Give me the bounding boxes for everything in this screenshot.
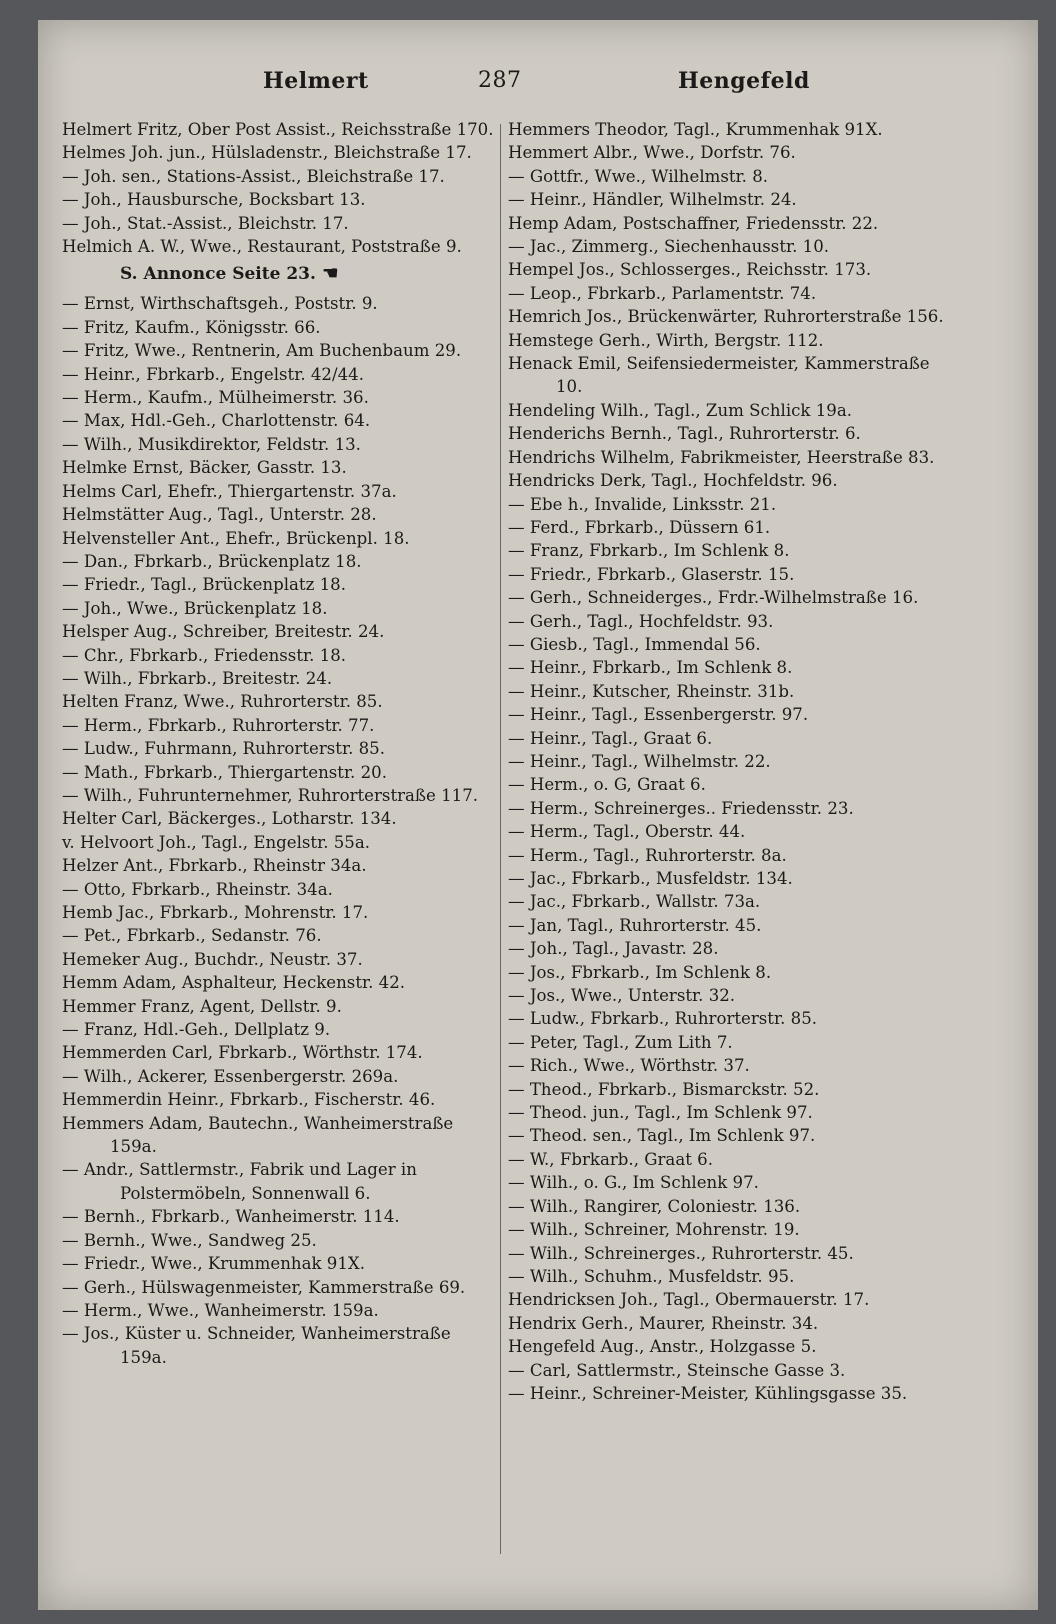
directory-entry: Hendricksen Joh., Tagl., Obermauerstr. 17. xyxy=(508,1290,870,1310)
directory-entry: — Chr., Fbrkarb., Friedensstr. 18. xyxy=(62,645,347,665)
directory-entry: Hemmerden Carl, Fbrkarb., Wörthstr. 174. xyxy=(62,1043,423,1063)
directory-entry: — Joh., Stat.-Assist., Bleichstr. 17. xyxy=(62,213,349,233)
directory-entry: — Heinr., Händler, Wilhelmstr. 24. xyxy=(508,190,797,210)
annonce-reference xyxy=(62,260,502,288)
directory-entry: — Herm., Schreinerges.. Friedensstr. 23. xyxy=(508,798,854,818)
directory-entry: — Heinr., Schreiner-Meister, Kühlingsgasse 35. xyxy=(508,1383,908,1403)
directory-entry: Hemmer Franz, Agent, Dellstr. 9. xyxy=(62,996,342,1016)
directory-entry: — Jac., Fbrkarb., Wallstr. 73a. xyxy=(508,892,761,912)
directory-entry: — Dan., Fbrkarb., Brückenplatz 18. xyxy=(62,551,362,571)
directory-entry: — Wilh., Musikdirektor, Feldstr. 13. xyxy=(62,434,361,454)
directory-entry: — Friedr., Fbrkarb., Glaserstr. 15. xyxy=(508,564,795,584)
directory-entry: — Carl, Sattlermstr., Steinsche Gasse 3. xyxy=(508,1360,846,1380)
directory-entry: Helmes Joh. jun., Hülsladenstr., Bleichstraße 17. xyxy=(62,143,472,163)
directory-entry: Helzer Ant., Fbrkarb., Rheinstr 34a. xyxy=(62,856,367,876)
directory-entry: — Fritz, Wwe., Rentnerin, Am Buchenbaum 29. xyxy=(62,341,462,361)
directory-entry: — Wilh., o. G., Im Schlenk 97. xyxy=(508,1173,759,1193)
directory-entry: — Gerh., Hülswagenmeister, Kammerstraße 69. xyxy=(62,1277,466,1297)
directory-entry: — Leop., Fbrkarb., Parlamentstr. 74. xyxy=(508,283,817,303)
directory-entry: — W., Fbrkarb., Graat 6. xyxy=(508,1149,713,1169)
directory-entry: — Joh., Wwe., Brückenplatz 18. xyxy=(62,598,328,618)
directory-entry: — Andr., Sattlermstr., Fabrik und Lager in Polstermöbeln, Sonnenwall 6. xyxy=(62,1160,423,1203)
directory-entry: — Gerh., Tagl., Hochfeldstr. 93. xyxy=(508,611,774,631)
right-column xyxy=(508,118,948,1405)
directory-entry: — Ludw., Fuhrmann, Ruhrorterstr. 85. xyxy=(62,739,386,759)
directory-entry: — Heinr., Kutscher, Rheinstr. 31b. xyxy=(508,681,795,701)
directory-entry: Hemm Adam, Asphalteur, Heckenstr. 42. xyxy=(62,973,406,993)
directory-entry: Henderichs Bernh., Tagl., Ruhrorterstr. 6. xyxy=(508,424,861,444)
directory-entry: — Friedr., Wwe., Krummenhak 91X. xyxy=(62,1254,366,1274)
header-right-name: Hengefeld xyxy=(678,68,810,94)
directory-entry: — Gerh., Schneiderges., Frdr.-Wilhelmstraße 16. xyxy=(508,588,919,608)
directory-entry: — Bernh., Wwe., Sandweg 25. xyxy=(62,1230,317,1250)
directory-entry: — Jos., Wwe., Unterstr. 32. xyxy=(508,986,736,1006)
directory-entry: — Franz, Fbrkarb., Im Schlenk 8. xyxy=(508,541,790,561)
directory-entry: Helmstätter Aug., Tagl., Unterstr. 28. xyxy=(62,505,377,525)
directory-page xyxy=(38,20,1038,1610)
directory-entry: — Jos., Küster u. Schneider, Wanheimerstraße 159a. xyxy=(62,1324,456,1367)
directory-entry: Hemp Adam, Postschaffner, Friedensstr. 22. xyxy=(508,213,879,233)
directory-entry: — Wilh., Ackerer, Essenbergerstr. 269a. xyxy=(62,1066,399,1086)
directory-entry: — Theod., Fbrkarb., Bismarckstr. 52. xyxy=(508,1079,820,1099)
directory-entry: v. Helvoort Joh., Tagl., Engelstr. 55a. xyxy=(62,832,371,852)
directory-entry: — Wilh., Schuhm., Musfeldstr. 95. xyxy=(508,1266,795,1286)
directory-entry: — Ferd., Fbrkarb., Düssern 61. xyxy=(508,517,771,537)
directory-entry: — Herm., Tagl., Ruhrorterstr. 8a. xyxy=(508,845,787,865)
directory-entry: — Herm., o. G, Graat 6. xyxy=(508,775,706,795)
header-left-name: Helmert xyxy=(263,68,369,94)
directory-entry: — Theod. jun., Tagl., Im Schlenk 97. xyxy=(508,1103,813,1123)
directory-entry: — Heinr., Tagl., Graat 6. xyxy=(508,728,713,748)
directory-entry: — Heinr., Fbrkarb., Im Schlenk 8. xyxy=(508,658,793,678)
directory-entry: — Ebe h., Invalide, Linksstr. 21. xyxy=(508,494,777,514)
directory-entry: Hemmers Adam, Bautechn., Wanheimerstraße 159a. xyxy=(62,1113,459,1157)
directory-entry: — Theod. sen., Tagl., Im Schlenk 97. xyxy=(508,1126,816,1146)
directory-entry: Helmich A. W., Wwe., Restaurant, Poststraße 9. xyxy=(62,237,462,257)
directory-entry: — Ludw., Fbrkarb., Ruhrorterstr. 85. xyxy=(508,1009,818,1029)
directory-entry: — Jac., Zimmerg., Siechenhausstr. 10. xyxy=(508,237,830,257)
directory-entry: — Heinr., Fbrkarb., Engelstr. 42/44. xyxy=(62,364,364,384)
directory-entry: — Wilh., Fbrkarb., Breitestr. 24. xyxy=(62,668,333,688)
directory-entry: — Wilh., Rangirer, Coloniestr. 136. xyxy=(508,1196,801,1216)
directory-entry: — Bernh., Fbrkarb., Wanheimerstr. 114. xyxy=(62,1207,400,1227)
directory-entry: Hendrichs Wilhelm, Fabrikmeister, Heerstraße 83. xyxy=(508,447,935,467)
directory-entry: — Joh., Hausbursche, Bocksbart 13. xyxy=(62,190,366,210)
directory-entry: — Math., Fbrkarb., Thiergartenstr. 20. xyxy=(62,762,387,782)
directory-entry: Hemmert Albr., Wwe., Dorfstr. 76. xyxy=(508,143,796,163)
directory-entry: Helten Franz, Wwe., Ruhrorterstr. 85. xyxy=(62,692,383,712)
directory-entry: — Gottfr., Wwe., Wilhelmstr. 8. xyxy=(508,166,769,186)
directory-entry: — Herm., Fbrkarb., Ruhrorterstr. 77. xyxy=(62,715,375,735)
left-column xyxy=(62,118,502,1369)
directory-entry: — Heinr., Tagl., Wilhelmstr. 22. xyxy=(508,751,771,771)
directory-entry: Hendeling Wilh., Tagl., Zum Schlick 19a. xyxy=(508,400,853,420)
directory-entry: Helvensteller Ant., Ehefr., Brückenpl. 18. xyxy=(62,528,410,548)
directory-entry: — Jac., Fbrkarb., Musfeldstr. 134. xyxy=(508,869,793,888)
directory-entry: — Giesb., Tagl., Immendal 56. xyxy=(508,634,761,654)
directory-entry: Henack Emil, Seifensiedermeister, Kammerstraße 10. xyxy=(508,354,935,397)
directory-entry: — Ernst, Wirthschaftsgeh., Poststr. 9. xyxy=(62,294,378,314)
directory-entry: — Wilh., Fuhrunternehmer, Ruhrorterstraße 117. xyxy=(62,785,479,805)
directory-entry: — Jos., Fbrkarb., Im Schlenk 8. xyxy=(508,962,772,982)
directory-entry: — Rich., Wwe., Wörthstr. 37. xyxy=(508,1056,750,1076)
directory-entry: — Jan, Tagl., Ruhrorterstr. 45. xyxy=(508,915,762,935)
directory-entry: Hendricks Derk, Tagl., Hochfeldstr. 96. xyxy=(508,471,838,491)
page-header xyxy=(38,68,1038,108)
directory-entry: — Fritz, Kaufm., Königsstr. 66. xyxy=(62,317,321,337)
directory-entry: — Otto, Fbrkarb., Rheinstr. 34a. xyxy=(62,879,333,899)
directory-entry: — Wilh., Schreinerges., Ruhrorterstr. 45. xyxy=(508,1243,854,1263)
directory-entry: Hemmers Theodor, Tagl., Krummenhak 91X. xyxy=(508,120,883,139)
directory-entry: — Wilh., Schreiner, Mohrenstr. 19. xyxy=(508,1220,800,1240)
directory-entry: Hemstege Gerh., Wirth, Bergstr. 112. xyxy=(508,330,824,350)
pointing-hand-icon: ☚ xyxy=(315,263,339,285)
directory-entry: — Max, Hdl.-Geh., Charlottenstr. 64. xyxy=(62,411,371,431)
directory-entry: Helms Carl, Ehefr., Thiergartenstr. 37a. xyxy=(62,481,397,501)
directory-entry: Hemeker Aug., Buchdr., Neustr. 37. xyxy=(62,949,363,969)
directory-entry: — Heinr., Tagl., Essenbergerstr. 97. xyxy=(508,705,809,725)
directory-entry: — Joh. sen., Stations-Assist., Bleichstraße 17. xyxy=(62,166,445,186)
directory-entry: — Pet., Fbrkarb., Sedanstr. 76. xyxy=(62,926,322,946)
annonce-text: S. Annonce Seite 23. xyxy=(120,264,316,285)
directory-entry: Helmke Ernst, Bäcker, Gasstr. 13. xyxy=(62,458,347,478)
directory-entry: — Herm., Wwe., Wanheimerstr. 159a. xyxy=(62,1300,379,1320)
directory-entry: Helter Carl, Bäckerges., Lotharstr. 134. xyxy=(62,809,397,829)
directory-entry: Hempel Jos., Schlosserges., Reichsstr. 173. xyxy=(508,260,872,280)
page-number: 287 xyxy=(478,68,522,93)
directory-entry: — Franz, Hdl.-Geh., Dellplatz 9. xyxy=(62,1020,331,1040)
directory-entry: Hendrix Gerh., Maurer, Rheinstr. 34. xyxy=(508,1313,819,1333)
directory-entry: — Peter, Tagl., Zum Lith 7. xyxy=(508,1032,733,1052)
directory-entry: Helmert Fritz, Ober Post Assist., Reichsstraße 170. xyxy=(62,120,494,139)
directory-entry: — Joh., Tagl., Javastr. 28. xyxy=(508,939,719,959)
directory-entry: Hengefeld Aug., Anstr., Holzgasse 5. xyxy=(508,1337,817,1357)
directory-entry: Helsper Aug., Schreiber, Breitestr. 24. xyxy=(62,622,385,642)
directory-entry: Hemmerdin Heinr., Fbrkarb., Fischerstr. 46. xyxy=(62,1090,436,1110)
directory-entry: — Friedr., Tagl., Brückenplatz 18. xyxy=(62,575,346,595)
directory-entry: — Herm., Tagl., Oberstr. 44. xyxy=(508,822,746,842)
directory-entry: — Herm., Kaufm., Mülheimerstr. 36. xyxy=(62,388,369,408)
directory-entry: Hemrich Jos., Brückenwärter, Ruhrorterstraße 156. xyxy=(508,307,944,327)
directory-entry: Hemb Jac., Fbrkarb., Mohrenstr. 17. xyxy=(62,903,369,922)
